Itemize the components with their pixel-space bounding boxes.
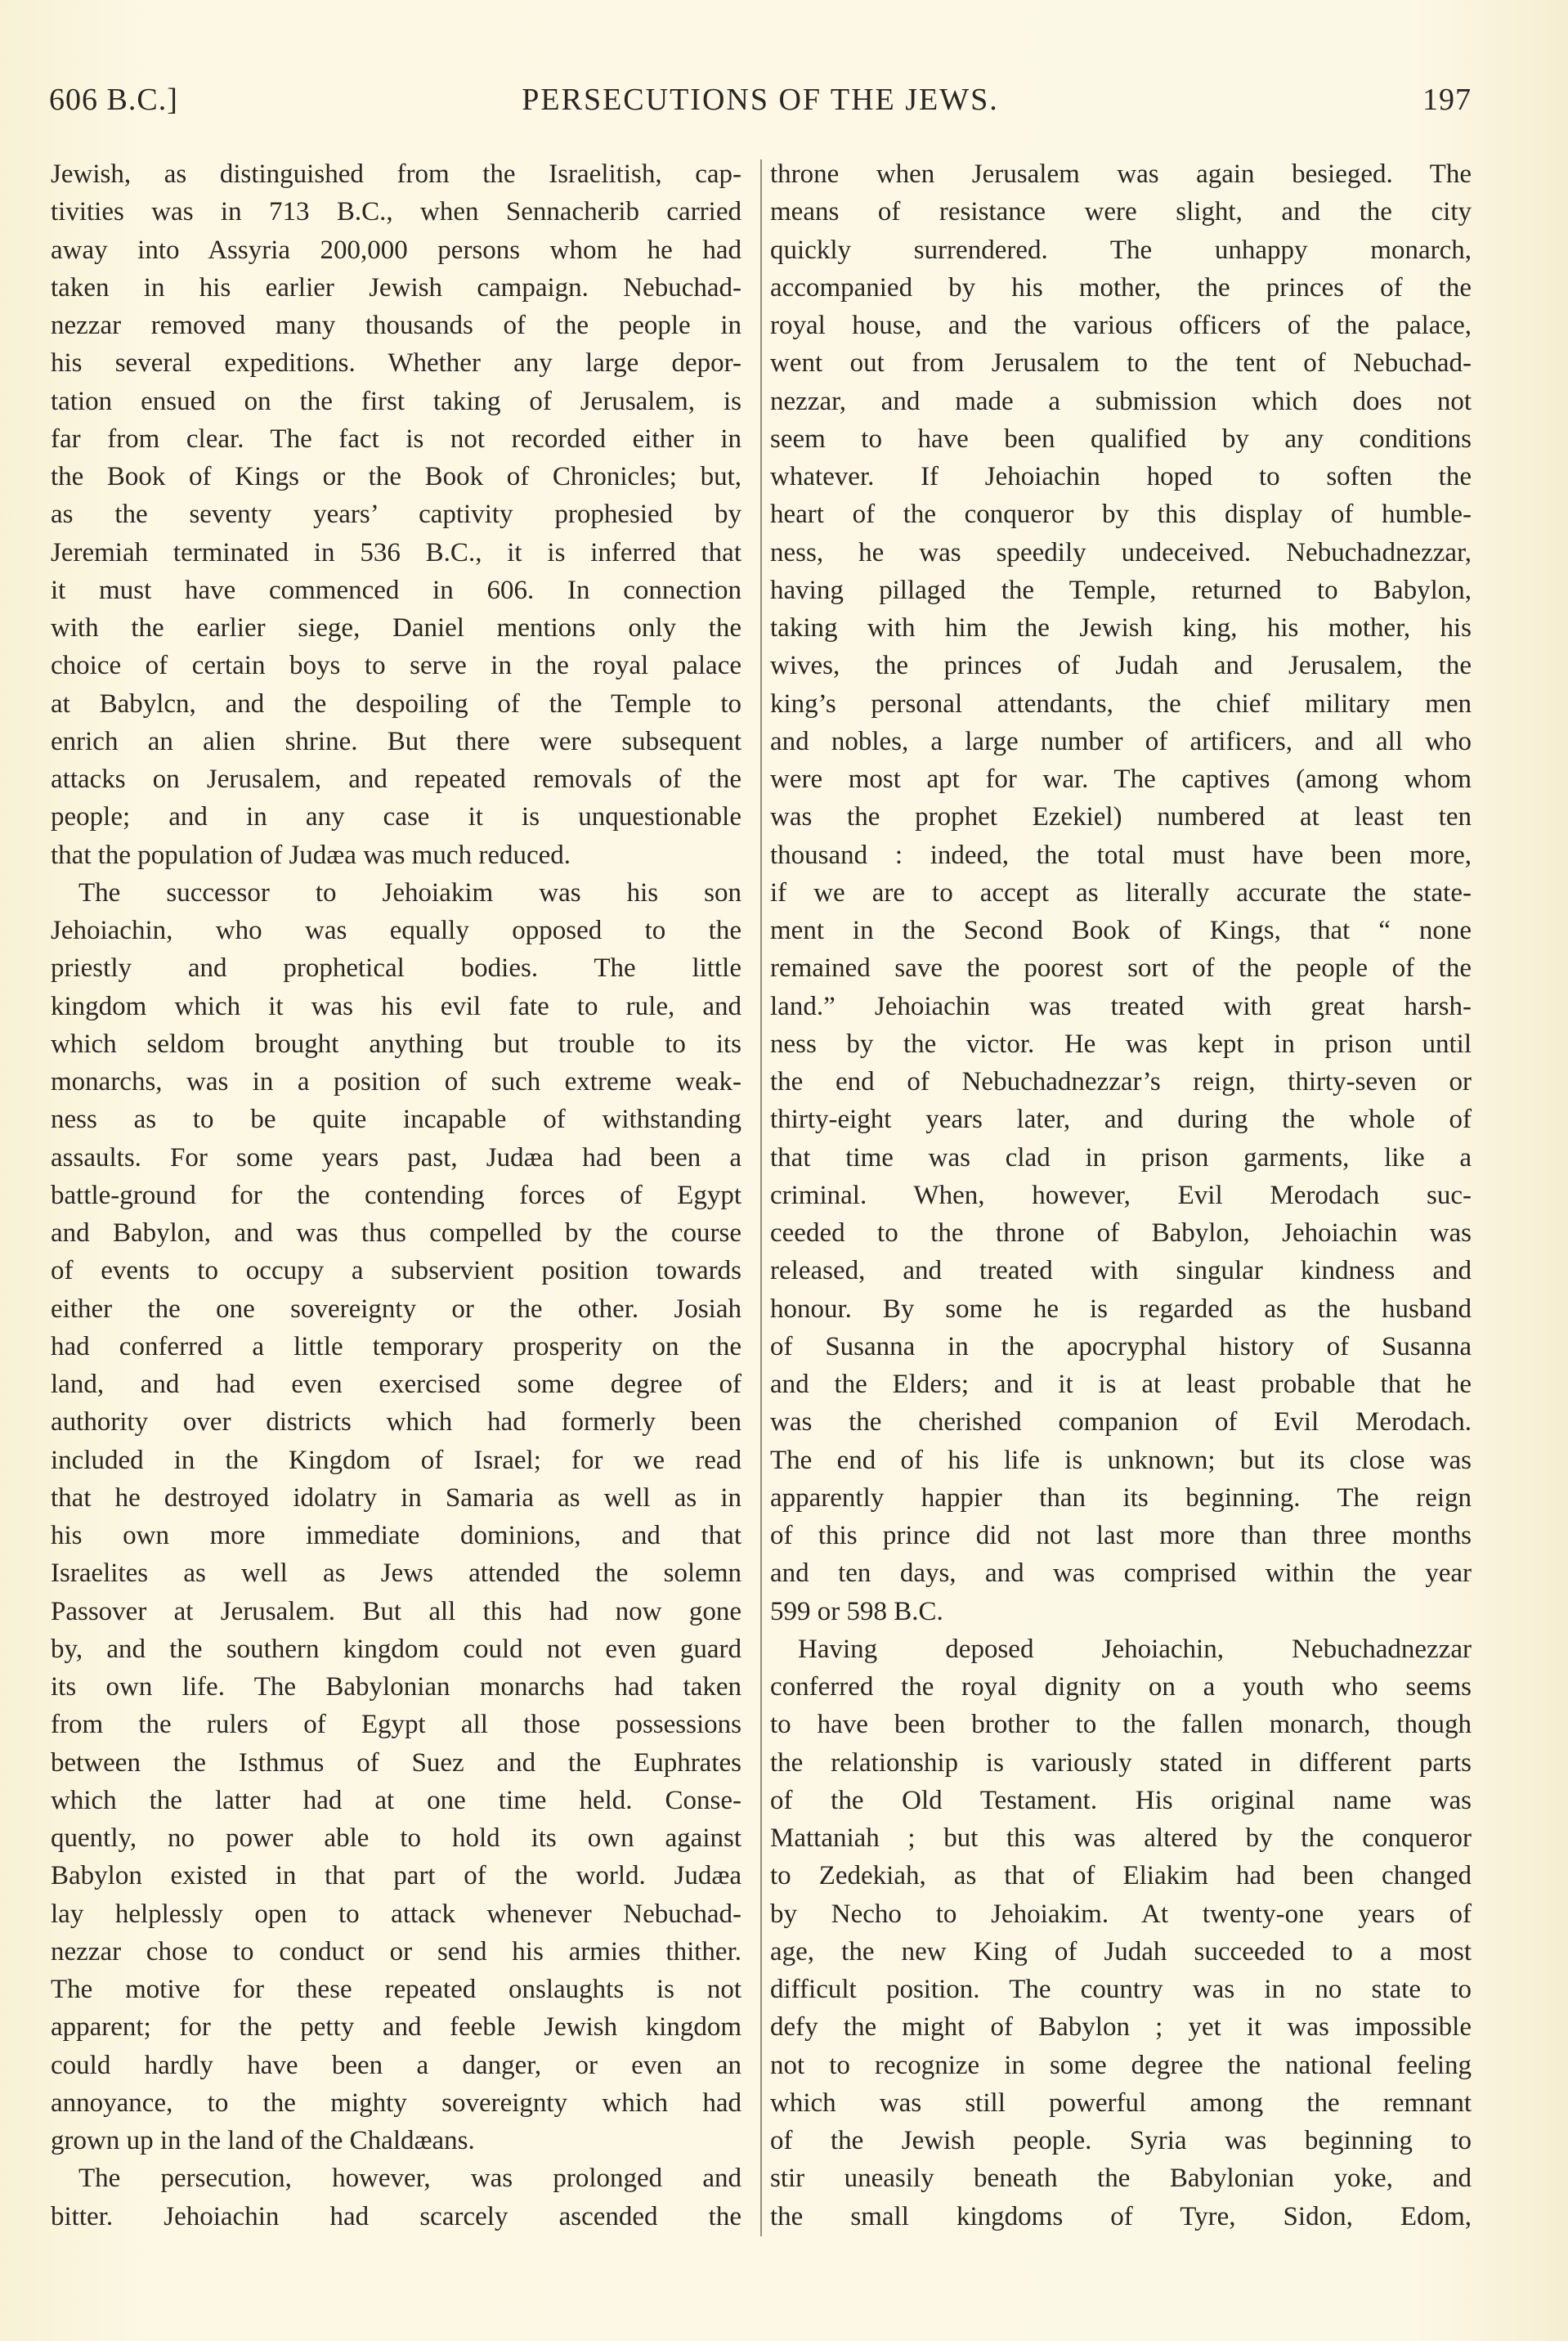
text-line: bitter. Jehoiachin had scarcely ascended the [51, 2201, 741, 2231]
text-line: ness, he was speedily undeceived. Nebuchadnezzar, [770, 537, 1472, 567]
text-line: age, the new King of Judah succeeded to a most [770, 1936, 1472, 1967]
text-line: ness by the victor. He was kept in prison until [770, 1029, 1472, 1059]
text-line: land, and had even exercised some degree of [51, 1370, 741, 1399]
text-line: Jehoiachin, who was equally opposed to the [51, 916, 741, 945]
text-line: and ten days, and was comprised within the year [770, 1558, 1472, 1589]
text-line: accompanied by his mother, the princes of the [770, 272, 1472, 303]
text-line: Having deposed Jehoiachin, Nebuchadnezzar [798, 1634, 1472, 1664]
text-line: defy the might of Babylon ; yet it was impossible [770, 2012, 1472, 2043]
header-date: 606 B.C.] [49, 83, 178, 117]
text-line: Mattaniah ; but this was altered by the conqueror [770, 1823, 1472, 1853]
text-line: to have been brother to the fallen monarch, though [770, 1710, 1472, 1740]
text-line: his own more immediate dominions, and that [51, 1521, 741, 1550]
text-line: honour. By some he is regarded as the husband [770, 1294, 1472, 1324]
text-line: of Susanna in the apocryphal history of Susanna [770, 1331, 1472, 1361]
text-line: criminal. When, however, Evil Merodach suc- [770, 1180, 1472, 1210]
text-line: by, and the southern kingdom could not even guard [51, 1634, 741, 1664]
text-line: battle-ground for the contending forces of Egypt [51, 1180, 741, 1210]
running-header [49, 82, 1472, 131]
text-line: released, and treated with singular kindness and [770, 1256, 1472, 1286]
text-line: conferred the royal dignity on a youth who seems [770, 1672, 1472, 1702]
text-line: could hardly have been a danger, or even an [51, 2050, 741, 2080]
text-line: had conferred a little temporary prosperity on the [51, 1331, 741, 1361]
text-line: with the earlier siege, Daniel mentions only the [51, 613, 741, 643]
text-line: quently, no power able to hold its own against [51, 1823, 741, 1853]
text-line: throne when Jerusalem was again besieged. The [770, 159, 1472, 189]
text-line: that time was clad in prison garments, like a [770, 1142, 1472, 1173]
text-line: heart of the conqueror by this display of humble- [770, 500, 1472, 530]
text-line: tation ensued on the first taking of Jerusalem, is [51, 386, 741, 416]
text-line: wives, the princes of Judah and Jerusalem, the [770, 651, 1472, 681]
text-line: taken in his earlier Jewish campaign. Nebuchad- [51, 272, 741, 303]
text-line: The persecution, however, was prolonged and [78, 2164, 741, 2194]
text-line: The motive for these repeated onslaughts is not [51, 1975, 741, 2004]
text-line: authority over districts which had formerly been [51, 1407, 741, 1437]
right-column [770, 155, 1472, 2236]
text-line: Israelites as well as Jews attended the solemn [51, 1558, 741, 1589]
text-line: the small kingdoms of Tyre, Sidon, Edom, [770, 2201, 1472, 2231]
text-line: of this prince did not last more than three months [770, 1521, 1472, 1550]
text-line: that he destroyed idolatry in Samaria as well as in [51, 1482, 741, 1513]
text-line: seem to have been qualified by any conditions [770, 424, 1472, 454]
text-line: apparent; for the petty and feeble Jewish kingdom [51, 2012, 741, 2043]
text-line: and Babylon, and was thus compelled by the course [51, 1218, 741, 1248]
text-line: nezzar chose to conduct or send his armies thither. [51, 1936, 741, 1967]
text-line: was the cherished companion of Evil Merodach. [770, 1407, 1472, 1437]
text-line: 599 or 598 B.C. [770, 1596, 943, 1626]
text-line: Jeremiah terminated in 536 B.C., it is inferred that [51, 537, 741, 567]
text-line: which was still powerful among the remnant [770, 2088, 1472, 2118]
text-line: from the rulers of Egypt all those possessions [51, 1710, 741, 1740]
text-line: The successor to Jehoiakim was his son [78, 877, 741, 908]
text-line: nezzar, and made a submission which does not [770, 386, 1472, 416]
text-line: away into Assyria 200,000 persons whom he had [51, 235, 741, 265]
text-line: lay helplessly open to attack whenever Nebuchad- [51, 1899, 741, 1929]
text-line: Jewish, as distinguished from the Israelitish, cap- [51, 159, 741, 189]
text-line: whatever. If Jehoiachin hoped to soften the [770, 462, 1472, 491]
text-line: quickly surrendered. The unhappy monarch, [770, 235, 1472, 265]
text-line: Passover at Jerusalem. But all this had now gone [51, 1596, 741, 1626]
text-line: king’s personal attendants, the chief military men [770, 688, 1472, 719]
text-line: it must have commenced in 606. In connection [51, 575, 741, 605]
text-line: by Necho to Jehoiakim. At twenty-one years of [770, 1899, 1472, 1929]
text-line: the end of Nebuchadnezzar’s reign, thirty-seven or [770, 1067, 1472, 1097]
text-line: either the one sovereignty or the other. Josiah [51, 1294, 741, 1324]
text-line: as the seventy years’ captivity prophesied by [51, 500, 741, 530]
text-line: attacks on Jerusalem, and repeated removals of the [51, 765, 741, 794]
text-line: royal house, and the various officers of the palace, [770, 311, 1472, 340]
text-line: ment in the Second Book of Kings, that “ none [770, 916, 1472, 945]
text-line: its own life. The Babylonian monarchs had taken [51, 1672, 741, 1702]
text-line: far from clear. The fact is not recorded either in [51, 424, 741, 454]
text-line: not to recognize in some degree the national feeling [770, 2050, 1472, 2080]
text-line: people; and in any case it is unquestionable [51, 802, 741, 832]
text-line: that the population of Judæa was much reduced. [51, 840, 571, 870]
text-line: were most apt for war. The captives (among whom [770, 765, 1472, 794]
column-divider [760, 159, 762, 2236]
text-line: ness as to be quite incapable of withstanding [51, 1105, 741, 1135]
text-line: was the prophet Ezekiel) numbered at least ten [770, 802, 1472, 832]
text-line: which seldom brought anything but trouble to its [51, 1029, 741, 1059]
text-line: between the Isthmus of Suez and the Euphrates [51, 1747, 741, 1778]
text-line: of events to occupy a subservient position towards [51, 1256, 741, 1286]
text-line: the relationship is variously stated in different parts [770, 1747, 1472, 1778]
text-line: at Babylcn, and the despoiling of the Temple to [51, 688, 741, 719]
text-line: land.” Jehoiachin was treated with great harsh- [770, 991, 1472, 1021]
text-line: monarchs, was in a position of such extreme weak- [51, 1067, 741, 1097]
text-line: thirty-eight years later, and during the whole of [770, 1105, 1472, 1135]
text-line: which the latter had at one time held. Conse- [51, 1785, 741, 1815]
text-line: to Zedekiah, as that of Eliakim had been changed [770, 1861, 1472, 1891]
text-line: choice of certain boys to serve in the royal palace [51, 651, 741, 681]
text-line: apparently happier than its beginning. The reign [770, 1482, 1472, 1513]
text-line: thousand : indeed, the total must have been more, [770, 840, 1472, 870]
text-line: difficult position. The country was in no state to [770, 1975, 1472, 2004]
page-title: PERSECUTIONS OF THE JEWS. [522, 83, 999, 117]
text-line: enrich an alien shrine. But there were subsequent [51, 726, 741, 756]
text-line: having pillaged the Temple, returned to Babylon, [770, 575, 1472, 605]
text-line: and nobles, a large number of artificers, and all who [770, 726, 1472, 756]
text-line: grown up in the land of the Chaldæans. [51, 2126, 475, 2155]
text-line: Babylon existed in that part of the world. Judæa [51, 1861, 741, 1891]
text-line: The end of his life is unknown; but its close was [770, 1445, 1472, 1475]
text-line: the Book of Kings or the Book of Chronicles; but, [51, 462, 741, 491]
text-line: stir uneasily beneath the Babylonian yoke, and [770, 2164, 1472, 2194]
page-number: 197 [1422, 83, 1472, 117]
text-line: if we are to accept as literally accurate the state- [770, 877, 1472, 908]
text-line: of the Jewish people. Syria was beginning to [770, 2126, 1472, 2155]
text-line: tivities was in 713 B.C., when Sennacherib carried [51, 197, 741, 227]
text-line: means of resistance were slight, and the city [770, 197, 1472, 227]
text-line: assaults. For some years past, Judæa had been a [51, 1142, 741, 1173]
text-line: included in the Kingdom of Israel; for we read [51, 1445, 741, 1475]
left-column [51, 155, 741, 2236]
text-line: his several expeditions. Whether any large depor- [51, 348, 741, 379]
text-line: taking with him the Jewish king, his mother, his [770, 613, 1472, 643]
text-line: priestly and prophetical bodies. The little [51, 953, 741, 984]
text-line: ceeded to the throne of Babylon, Jehoiachin was [770, 1218, 1472, 1248]
text-line: went out from Jerusalem to the tent of Nebuchad- [770, 348, 1472, 379]
text-line: nezzar removed many thousands of the people in [51, 311, 741, 340]
text-line: of the Old Testament. His original name was [770, 1785, 1472, 1815]
text-line: remained save the poorest sort of the people of the [770, 953, 1472, 984]
text-line: annoyance, to the mighty sovereignty which had [51, 2088, 741, 2118]
text-line: and the Elders; and it is at least probable that he [770, 1370, 1472, 1399]
text-line: kingdom which it was his evil fate to rule, and [51, 991, 741, 1021]
